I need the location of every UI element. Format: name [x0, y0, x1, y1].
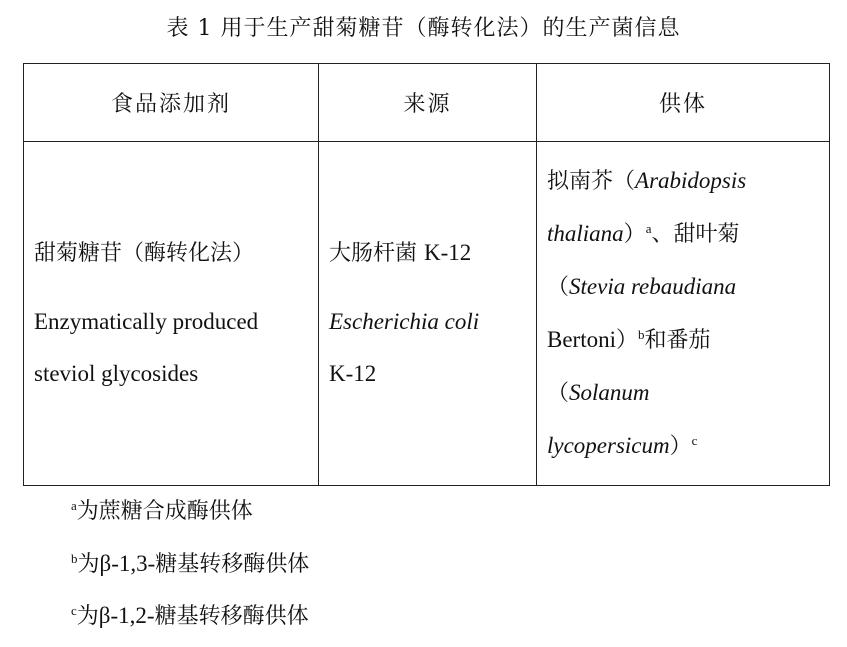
donor-stevia-open: （ — [547, 274, 570, 300]
donor-tomato-cn: 和番茄 — [644, 327, 711, 353]
additive-en-name-line1: Enzymatically produced — [34, 308, 259, 334]
producer-strain-table — [23, 63, 830, 486]
footnote-mark-a: a — [645, 220, 652, 236]
donor-arabidopsis-cn: 拟南芥（ — [547, 168, 636, 194]
donor-separator: 、 — [651, 221, 674, 247]
donor-tomato-close: ） — [669, 433, 692, 459]
footnote-b-mark: b — [71, 551, 78, 566]
cell-food-additive — [24, 142, 319, 486]
footnote-mark-b: b — [638, 326, 645, 342]
footnote-a-text: 为蔗糖合成酶供体 — [76, 499, 253, 524]
cell-source — [319, 142, 537, 486]
cell-donor — [537, 142, 830, 486]
source-cn-name — [329, 239, 528, 268]
footnote-c-suffix: 糖基转移酶供体 — [154, 604, 309, 629]
header-donor: 供体 — [537, 64, 830, 142]
source-strain: K-12 — [329, 361, 377, 386]
footnote-b-suffix: 糖基转移酶供体 — [155, 552, 310, 577]
donor-line-5 — [547, 367, 821, 420]
donor-stevia-close: ） — [616, 327, 639, 353]
donor-tomato-latin-b: lycopersicum — [547, 432, 670, 458]
footnote-c — [71, 601, 309, 647]
donor-arabidopsis-close: ） — [623, 221, 646, 247]
additive-en-name-line2: steviol glycosides — [34, 360, 199, 386]
footnote-b — [71, 549, 309, 601]
source-cn-prefix: 大肠杆菌 — [329, 241, 424, 266]
donor-line-6 — [547, 420, 821, 473]
donor-stevia-latin: Stevia rebaudiana — [569, 273, 737, 299]
donor-stevia-author: Bertoni — [547, 326, 616, 352]
footnote-a-mark: a — [71, 498, 77, 513]
donor-stevia-cn: 甜叶菊 — [673, 221, 740, 247]
source-cn-strain: K-12 — [424, 240, 472, 265]
table-header-row — [24, 64, 830, 142]
footnote-a — [71, 497, 309, 549]
donor-arabidopsis-latin-b: thaliana — [547, 220, 624, 246]
donor-tomato-open: （ — [547, 380, 570, 406]
source-latin-name: Escherichia coli — [329, 309, 480, 334]
table-caption: 表 1 用于生产甜菊糖苷（酶转化法）的生产菌信息 — [166, 16, 681, 41]
header-food-additive: 食品添加剂 — [24, 64, 319, 142]
additive-cn-name: 甜菊糖苷（酶转化法） — [34, 240, 255, 266]
header-source: 来源 — [319, 64, 537, 142]
donor-tomato-latin-a: Solanum — [569, 379, 650, 405]
table-row — [24, 142, 830, 486]
donor-line-2 — [547, 208, 821, 261]
donor-line-4 — [547, 314, 821, 367]
footnote-b-prefix: 为 — [77, 552, 100, 577]
footnotes — [71, 497, 309, 647]
footnote-mark-c: c — [691, 432, 698, 448]
donor-arabidopsis-latin-a: Arabidopsis — [635, 167, 747, 193]
footnote-c-formula: β-1,2- — [98, 603, 155, 628]
footnote-b-formula: β-1,3- — [99, 551, 156, 576]
footnote-c-mark: c — [71, 603, 77, 618]
donor-line-1 — [547, 155, 821, 208]
donor-line-3 — [547, 261, 821, 314]
footnote-c-prefix: 为 — [76, 604, 99, 629]
